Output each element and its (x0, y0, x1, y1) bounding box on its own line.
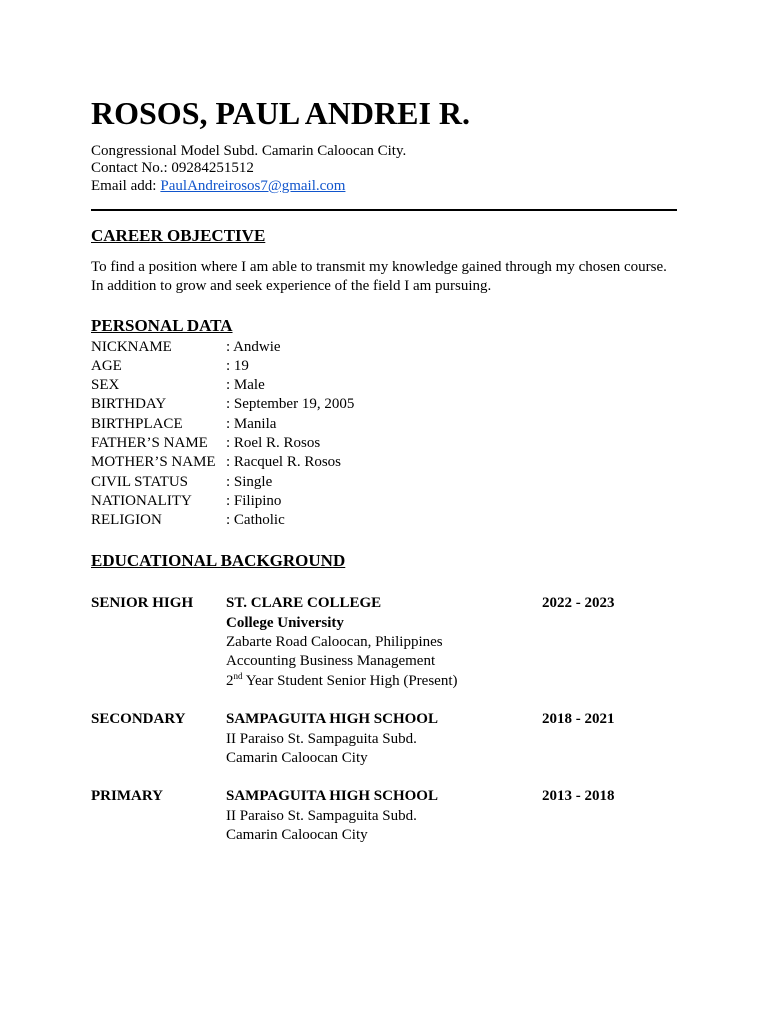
education-years: 2022 - 2023 (542, 595, 615, 612)
personal-value: : Roel R. Rosos (226, 434, 321, 451)
personal-row-nationality (91, 492, 354, 511)
education-entry-primary (91, 787, 662, 845)
school-name: SAMPAGUITA HIGH SCHOOL (226, 711, 438, 728)
educational-background-heading: EDUCATIONAL BACKGROUND (91, 551, 346, 570)
career-objective-line: In addition to grow and seek experience of the field I am pursuing. (91, 278, 492, 294)
school-detail-line: Zabarte Road Caloocan, Philippines (226, 633, 443, 650)
personal-label: BIRTHPLACE (91, 415, 183, 432)
education-years: 2018 - 2021 (542, 711, 615, 728)
school-subtitle: College University (226, 614, 344, 631)
personal-value: : Single (226, 473, 273, 490)
personal-row-nickname (91, 338, 354, 357)
personal-label: NICKNAME (91, 338, 172, 355)
personal-label: SEX (91, 377, 120, 394)
personal-row-fathers-name (91, 434, 354, 453)
personal-value: : Andwie (226, 338, 281, 355)
education-level: SENIOR HIGH (91, 595, 194, 612)
personal-row-birthday (91, 395, 354, 414)
personal-label: MOTHER’S NAME (91, 454, 216, 471)
year-level-number: 2 (226, 672, 234, 689)
year-level-text: Year Student Senior High (Present) (242, 672, 458, 689)
personal-row-mothers-name (91, 453, 354, 472)
personal-value: : Filipino (226, 492, 282, 509)
personal-label: AGE (91, 357, 122, 374)
career-objective-text (91, 258, 667, 297)
education-details (226, 787, 542, 845)
personal-value: : Catholic (226, 512, 285, 529)
email-label: Email add: (91, 177, 157, 194)
personal-row-birthplace (91, 415, 354, 434)
career-objective-line: To find a position where I am able to transmit my knowledge gained through my chosen course. (91, 258, 667, 275)
education-details (226, 710, 542, 768)
contact-number: Contact No.: 09284251512 (91, 160, 254, 177)
personal-label: FATHER’S NAME (91, 434, 208, 451)
school-detail-line: Camarin Caloocan City (226, 749, 368, 766)
address-line: Congressional Model Subd. Camarin Caloocan City. (91, 142, 407, 159)
personal-row-sex (91, 376, 354, 395)
personal-data-table (91, 338, 354, 531)
personal-value: : September 19, 2005 (226, 396, 355, 413)
school-detail-line: Camarin Caloocan City (226, 826, 368, 843)
personal-value: : Male (226, 377, 265, 394)
personal-row-civil-status (91, 473, 354, 492)
personal-data-heading: PERSONAL DATA (91, 316, 233, 335)
personal-label: RELIGION (91, 512, 162, 529)
year-level-line (226, 672, 542, 691)
school-name: SAMPAGUITA HIGH SCHOOL (226, 788, 438, 805)
education-level: SECONDARY (91, 711, 186, 728)
school-detail-line: II Paraiso St. Sampaguita Subd. (226, 807, 417, 824)
personal-row-religion (91, 511, 354, 530)
education-entry-senior-high (91, 594, 662, 690)
school-name: ST. CLARE COLLEGE (226, 595, 382, 612)
contact-block (91, 143, 406, 196)
career-objective-heading: CAREER OBJECTIVE (91, 226, 266, 245)
personal-value: : Racquel R. Rosos (226, 454, 341, 471)
school-detail-line: II Paraiso St. Sampaguita Subd. (226, 730, 417, 747)
header-divider (91, 209, 677, 211)
education-details (226, 594, 542, 690)
school-detail-line: Accounting Business Management (226, 653, 436, 670)
personal-label: BIRTHDAY (91, 396, 167, 413)
personal-value: : 19 (226, 357, 249, 374)
education-entry-secondary (91, 710, 662, 768)
year-level-suffix: nd (233, 670, 243, 681)
education-level: PRIMARY (91, 788, 163, 805)
resume-name: ROSOS, PAUL ANDREI R. (91, 95, 471, 131)
email-link[interactable]: PaulAndreirosos7@gmail.com (160, 177, 346, 194)
personal-row-age (91, 357, 354, 376)
personal-value: : Manila (226, 415, 277, 432)
email-line (91, 178, 406, 196)
education-years: 2013 - 2018 (542, 788, 615, 805)
personal-label: NATIONALITY (91, 492, 192, 509)
personal-label: CIVIL STATUS (91, 473, 188, 490)
